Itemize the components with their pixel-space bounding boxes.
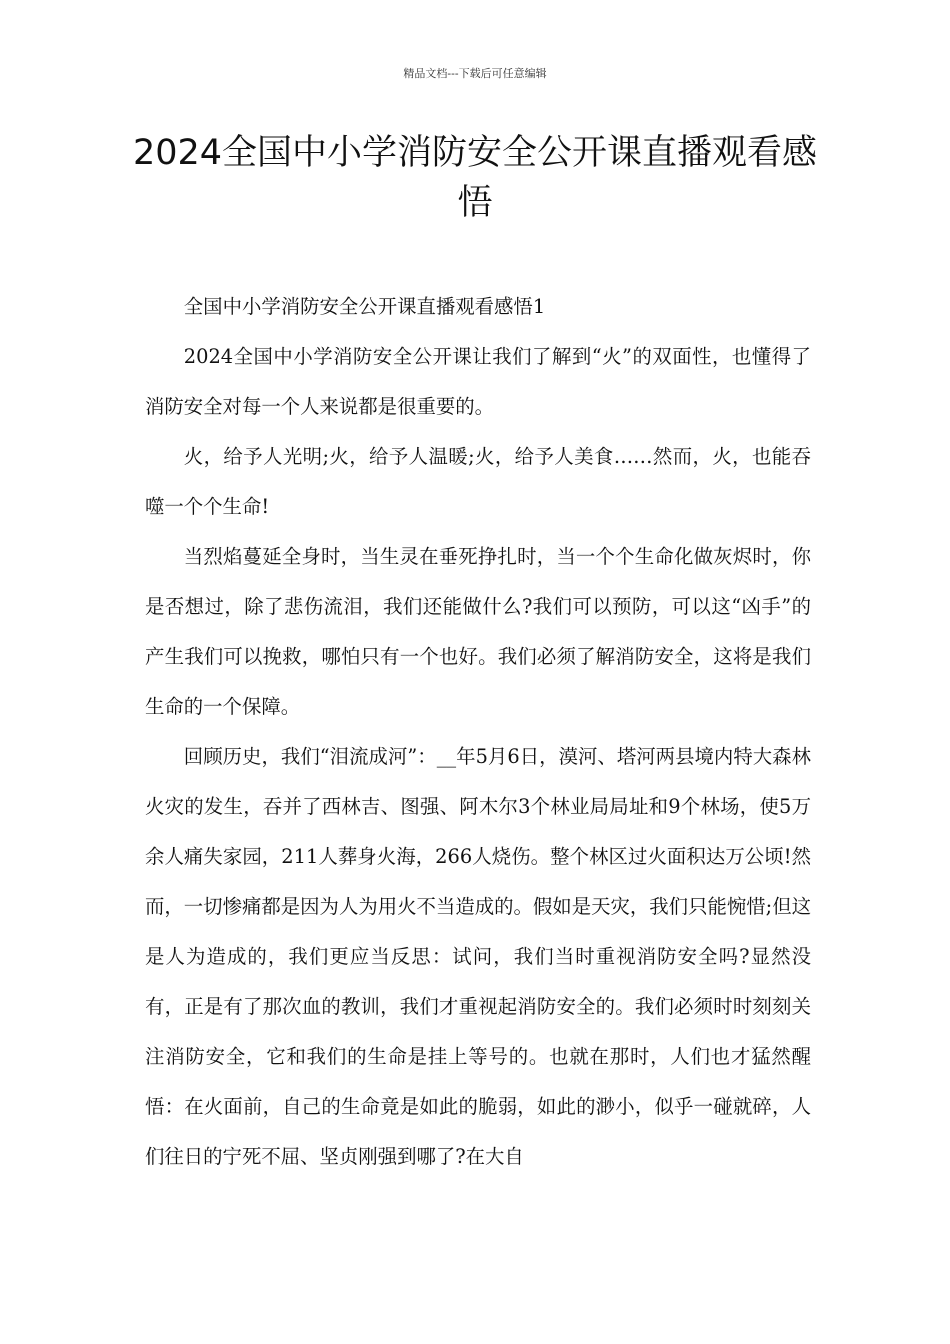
paragraph-history: 回顾历史，我们“泪流成河”：__年5月6日，漠河、塔河两县境内特大森林火灾的发生，吞并了西林吉、图强、阿木尔3个林业局局址和9个林场，使5万余人痛失家园，211人葬身火海，266人烧伤。整个林区过火面积达万公顷!然而，一切惨痛都是因为人为用火不当造成的。假如是天灾，我们只能惋惜;但这是人为造成的，我们更应当反思：试问，我们当时重视消防安全吗?显然没有，正是有了那次血的教训，我们才重视起消防安全的。我们必须时时刻刻关注消防安全，它和我们的生命是挂上等号的。也就在那时，人们也才猛然醒悟：在火面前，自己的生命竟是如此的脆弱，如此的渺小，似乎一碰就碎，人们往日的宁死不屈、坚贞刚强到哪了?在大自 (145, 745, 811, 1168)
paragraph-intro: 2024全国中小学消防安全公开课让我们了解到“火”的双面性，也懂得了消防安全对每一个人来说都是很重要的。 (145, 345, 811, 418)
page-header: 精品文档---下载后可任意编辑 (403, 67, 547, 80)
section-subheading: 全国中小学消防安全公开课直播观看感悟1 (183, 295, 546, 318)
document-body (145, 282, 811, 1182)
paragraph-fire-duality: 火，给予人光明;火，给予人温暖;火，给予人美食……然而，火，也能吞噬一个个生命! (145, 445, 811, 518)
paragraph-prevention: 当烈焰蔓延全身时，当生灵在垂死挣扎时，当一个个生命化做灰烬时，你是否想过，除了悲伤流泪，我们还能做什么?我们可以预防，可以这“凶手”的产生我们可以挽救，哪怕只有一个也好。我们必须了解消防安全，这将是我们生命的一个保障。 (145, 545, 811, 718)
document-title: 2024全国中小学消防安全公开课直播观看感悟 (132, 133, 818, 223)
